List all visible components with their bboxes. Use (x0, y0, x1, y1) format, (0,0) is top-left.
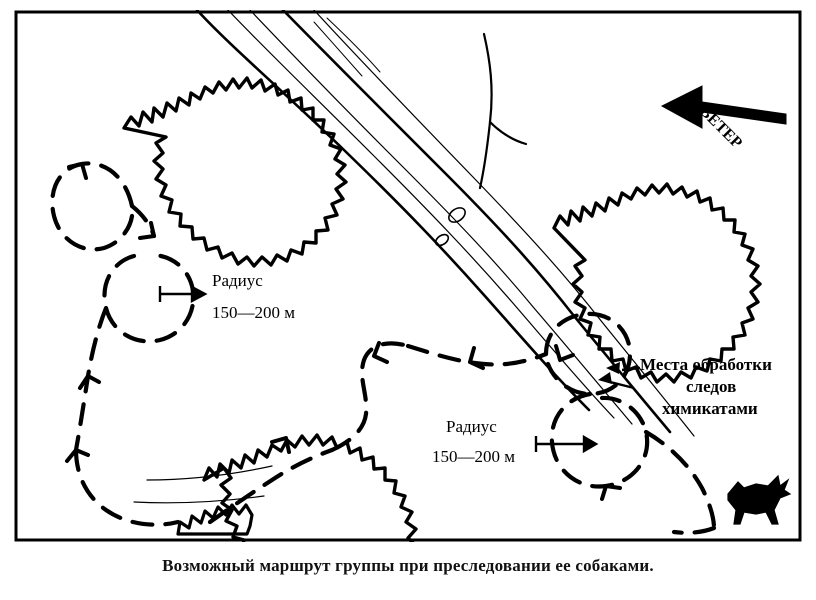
chem-label-line3: химикатами (662, 399, 758, 418)
wind-label-text: ВЕТЕР (696, 102, 746, 152)
radius-right-title: Радиус (446, 417, 497, 436)
radius-right-value: 150—200 м (432, 447, 516, 466)
chem-label-line2: следов (686, 377, 737, 396)
radius-left-title: Радиус (212, 271, 263, 290)
chem-label-line1: Места обработки (640, 355, 772, 374)
radius-left-value: 150—200 м (212, 303, 296, 322)
figure-caption: Возможный маршрут группы при преследовании ее собаками. (162, 556, 654, 575)
map-diagram (14, 10, 802, 542)
